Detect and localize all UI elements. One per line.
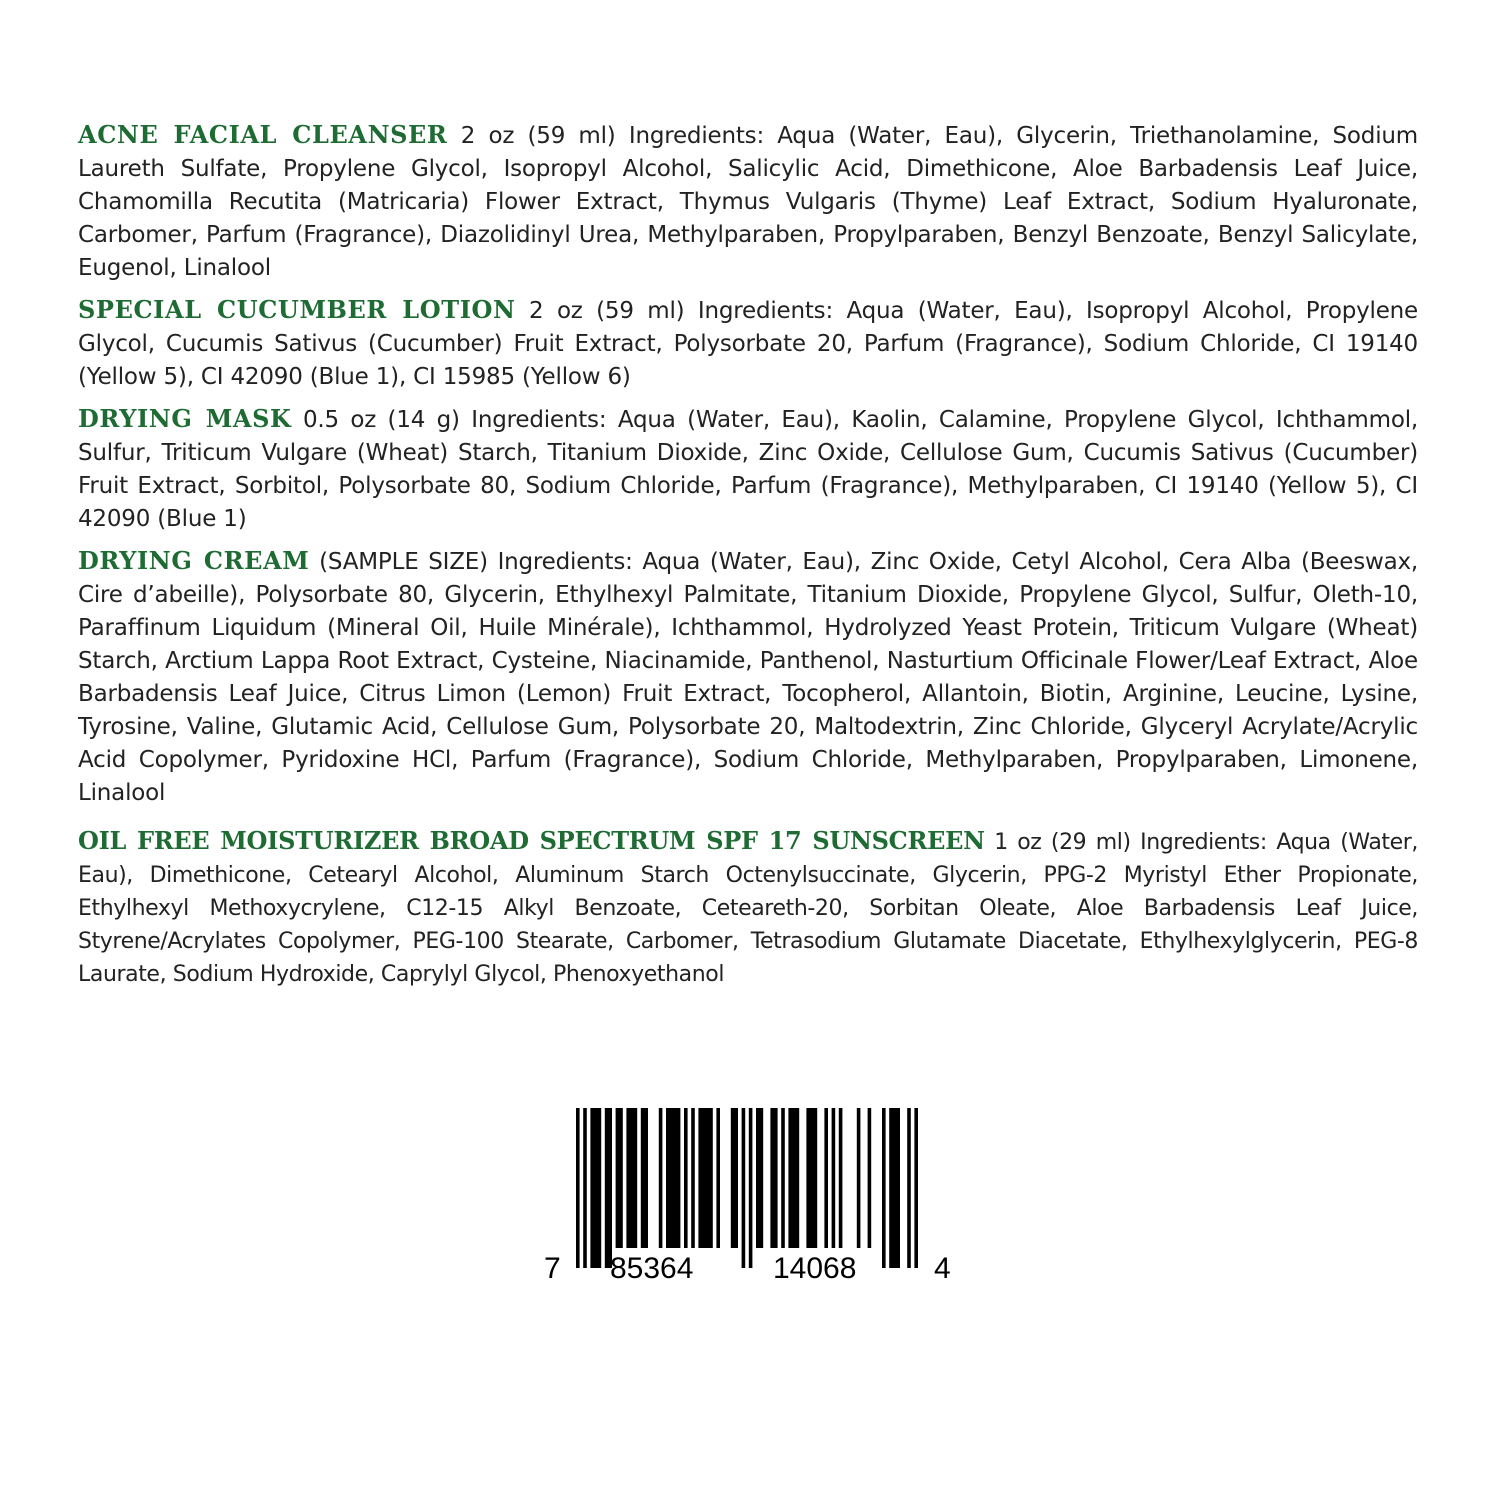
- barcode-bar: [806, 1108, 817, 1248]
- barcode-bar: [698, 1108, 712, 1248]
- ingredients-list: Aqua (Water, Eau), Glycerin, Triethanolamine, Sodium Laureth Sulfate, Propylene Glycol, Isopropyl Alcohol, Salicylic Acid, Dimethicone, Aloe Barbadensis Leaf Juice, Chamomilla Recutita (Matricaria) Flower Extract, Thymus Vulgaris (Thyme) Leaf Extract, Sodium Hyaluronate, Carbomer, Parfum (Fragrance), Diazolidinyl Urea, Methylparaben, Propylparaben, Benzyl Benzoate, Benzyl Salicylate, Eugenol, Linalool: [78, 123, 1418, 281]
- product-size: 1 oz (29 ml): [994, 830, 1131, 855]
- ingredients-list: Aqua (Water, Eau), Isopropyl Alcohol, Propylene Glycol, Cucumis Sativus (Cucumber) Fruit Extract, Polysorbate 20, Parfum (Fragrance), Sodium Chloride, CI 19140 (Yellow 5), CI 42090 (Blue 1), CI 15985 (Yellow 6): [78, 298, 1418, 390]
- barcode-bar: [889, 1108, 900, 1268]
- barcode-number-system: 7: [544, 1252, 561, 1285]
- ingredients-list: Aqua (Water, Eau), Dimethicone, Cetearyl Alcohol, Aluminum Starch Octenylsuccinate, Glycerin, PPG-2 Myristyl Ether Propionate, Ethylhexyl Methoxycrylene, C12-15 Alkyl Benzoate, Ceteareth-20, Sorbitan Oleate, Aloe Barbadensis Leaf Juice, Styrene/Acrylates Copolymer, PEG-100 Stearate, Carbomer, Tetrasodium Glutamate Diacetate, Ethylhexylglycerin, PEG-8 Laurate, Sodium Hydroxide, Caprylyl Glycol, Phenoxyethanol: [78, 830, 1419, 987]
- barcode-bar: [666, 1108, 680, 1248]
- product-name: SPECIAL CUCUMBER LOTION: [78, 295, 516, 324]
- barcode-bar: [832, 1108, 836, 1248]
- ingredients-label: Ingredients:: [697, 298, 834, 324]
- ingredients-label: Ingredients:: [471, 407, 607, 433]
- product-acne-facial-cleanser: [78, 118, 1418, 285]
- product-drying-mask: [78, 402, 1418, 536]
- barcode-bar: [907, 1108, 911, 1268]
- barcode-bar: [576, 1108, 580, 1268]
- product-size: 2 oz (59 ml): [460, 123, 616, 149]
- product-size: 2 oz (59 ml): [529, 298, 685, 324]
- ingredients-label: Ingredients:: [497, 549, 633, 575]
- barcode-bars: [576, 1108, 918, 1268]
- barcode-left-digits: 85364: [610, 1252, 694, 1285]
- barcode-check-digit: 4: [934, 1252, 951, 1285]
- barcode-bar: [583, 1108, 587, 1268]
- barcode-bar: [868, 1108, 872, 1248]
- product-name: OIL FREE MOISTURIZER BROAD SPECTRUM SPF 17 SUNSCREEN: [78, 826, 985, 855]
- barcode-bar: [626, 1108, 637, 1248]
- ingredients-label: Ingredients:: [1140, 830, 1267, 855]
- ingredients-panel: [78, 118, 1418, 999]
- barcode-bar: [839, 1108, 843, 1248]
- barcode-bar: [659, 1108, 663, 1248]
- barcode-bar: [781, 1108, 785, 1248]
- barcode-bar: [684, 1108, 688, 1248]
- barcode-bar: [824, 1108, 828, 1248]
- product-size: (SAMPLE SIZE): [319, 549, 488, 575]
- barcode-bar: [770, 1108, 777, 1248]
- product-drying-cream: [78, 544, 1418, 810]
- barcode-bar: [742, 1108, 746, 1268]
- barcode-bar: [914, 1108, 918, 1268]
- product-name: ACNE FACIAL CLEANSER: [78, 120, 448, 149]
- ingredients-label: Ingredients:: [628, 123, 765, 149]
- barcode-bar: [756, 1108, 763, 1248]
- ingredients-list: Aqua (Water, Eau), Kaolin, Calamine, Propylene Glycol, Ichthammol, Sulfur, Triticum Vulgare (Wheat) Starch, Titanium Dioxide, Zinc Oxide, Cellulose Gum, Cucumis Sativus (Cucumber) Fruit Extract, Sorbitol, Polysorbate 80, Sodium Chloride, Parfum (Fragrance), Methylparaben, CI 19140 (Yellow 5), CI 42090 (Blue 1): [78, 407, 1418, 532]
- product-size: 0.5 oz (14 g): [302, 407, 460, 433]
- ingredients-list: Aqua (Water, Eau), Zinc Oxide, Cetyl Alcohol, Cera Alba (Beeswax, Cire d’abeille), Polysorbate 80, Glycerin, Ethylhexyl Palmitate, Titanium Dioxide, Propylene Glycol, Sulfur, Oleth-10, Paraffinum Liquidum (Mineral Oil, Huile Minérale), Ichthammol, Hydrolyzed Yeast Protein, Triticum Vulgare (Wheat) Starch, Arctium Lappa Root Extract, Cysteine, Niacinamide, Panthenol, Nasturtium Officinale Flower/Leaf Extract, Aloe Barbadensis Leaf Juice, Citrus Limon (Lemon) Fruit Extract, Tocopherol, Allantoin, Biotin, Arginine, Leucine, Lysine, Tyrosine, Valine, Glutamic Acid, Cellulose Gum, Polysorbate 20, Maltodextrin, Zinc Chloride, Glyceryl Acrylate/Acrylic Acid Copolymer, Pyridoxine HCl, Parfum (Fragrance), Sodium Chloride, Methylparaben, Propylparaben, Limonene, Linalool: [78, 549, 1419, 806]
- barcode-graphic: [538, 1108, 958, 1288]
- barcode-bar: [716, 1108, 720, 1248]
- barcode: [538, 1108, 958, 1288]
- barcode-bar: [590, 1108, 601, 1268]
- product-oil-free-moisturizer: [78, 824, 1418, 991]
- barcode-bar: [731, 1108, 738, 1248]
- barcode-bar: [616, 1108, 623, 1248]
- barcode-bar: [605, 1108, 612, 1268]
- barcode-bar: [788, 1108, 799, 1248]
- barcode-bar: [691, 1108, 695, 1248]
- barcode-bar: [641, 1108, 648, 1248]
- barcode-bar: [749, 1108, 753, 1268]
- barcode-right-digits: 14068: [773, 1252, 857, 1285]
- product-name: DRYING CREAM: [78, 546, 310, 575]
- product-name: DRYING MASK: [78, 404, 292, 433]
- product-special-cucumber-lotion: [78, 293, 1418, 394]
- barcode-bar: [882, 1108, 886, 1268]
- barcode-bar: [857, 1108, 861, 1248]
